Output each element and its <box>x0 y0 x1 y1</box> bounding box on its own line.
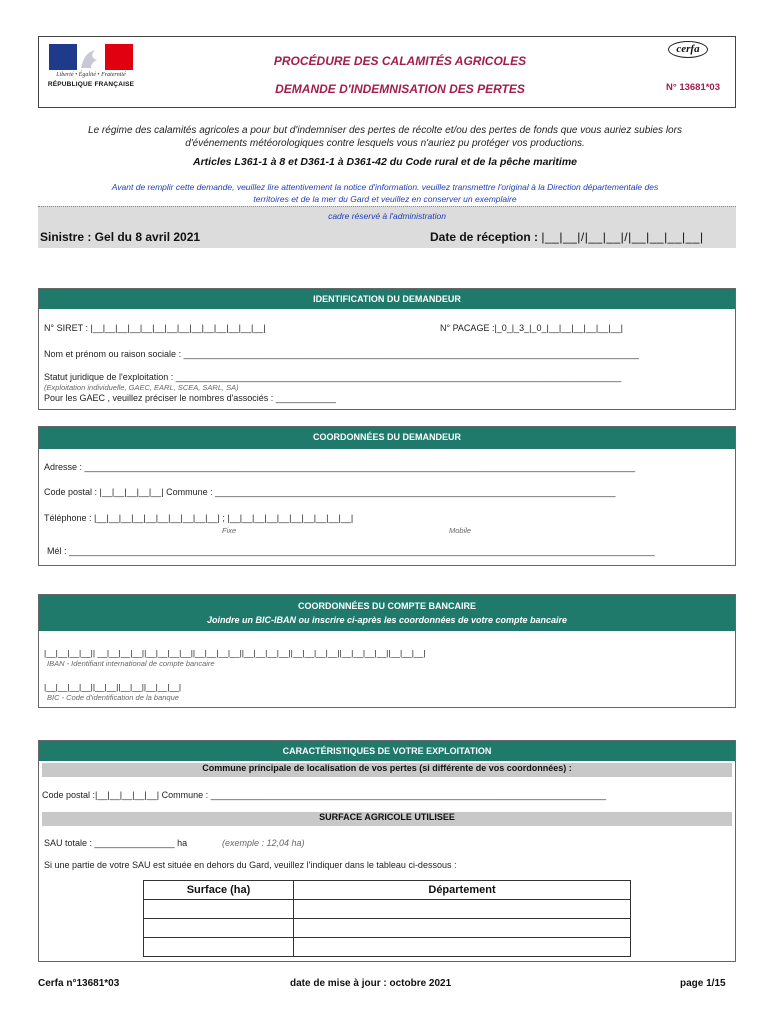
surface-cell[interactable] <box>144 900 294 919</box>
statut-hint: (Exploitation individuelle, GAEC, EARL, SCEA, SARL, SA) <box>44 383 239 392</box>
admin-label: cadre réservé à l'administration <box>328 211 446 221</box>
surface-column-header: Surface (ha) <box>144 881 294 900</box>
surface-cell[interactable] <box>144 919 294 938</box>
nom-field[interactable]: Nom et prénom ou raison sociale : ___________________________________________________________________________________________ <box>44 349 640 359</box>
departement-column-header: Département <box>294 881 631 900</box>
adresse-field[interactable]: Adresse : ______________________________________________________________________________________________________________ <box>44 462 636 472</box>
mel-field[interactable]: Mél : _____________________________________________________________________________________________________________________ <box>47 546 655 556</box>
commune-subheading: Commune principale de localisation de vos pertes (si différente de vos coordonnées) : <box>42 763 732 777</box>
notice-line2: territoires et de la mer du Gard et veuillez en conserver un exemplaire <box>253 194 517 204</box>
sau-total-field[interactable]: SAU totale : ________________ ha <box>44 838 188 848</box>
intro-line1: Le régime des calamités agricoles a pour but d'indemniser des pertes de récolte et/ou des pertes de fonds que vous auriez subies lors <box>88 125 682 136</box>
statut-field[interactable]: Statut juridique de l'exploitation : _________________________________________________________________________________________ <box>44 372 622 382</box>
logo-republique: RÉPUBLIQUE FRANÇAISE <box>47 81 135 88</box>
logo-devise: Liberté • Égalité • Fraternité <box>56 72 126 78</box>
bancaire-subheading: Joindre un BIC-IBAN ou inscrire ci-après les coordonnées de votre compte bancaire <box>206 615 568 625</box>
sau-example: (exemple : 12,04 ha) <box>222 838 305 848</box>
bancaire-heading: COORDONNÉES DU COMPTE BANCAIRE <box>297 601 476 611</box>
sinistre-label: Sinistre : Gel du 8 avril 2021 <box>40 230 201 244</box>
section-identification-heading: IDENTIFICATION DU DEMANDEUR <box>39 289 735 309</box>
iban-field[interactable]: |__|__|__|__|| __|__|__|__||__|__|__|__||__|__|__|__||__|__|__|__||__|__|__|__||__|__|__|__||__|__|__| <box>44 648 426 658</box>
pacage-field[interactable]: N° PACAGE :|_0_|_3_|_0_|__|__|__|__|__|__| <box>440 323 623 333</box>
bic-field[interactable]: |__|__|__|__||__|__||__|__||__|__|__| <box>44 682 182 692</box>
reception-date <box>430 230 704 244</box>
bic-hint: BIC - Code d'identification de la banque <box>47 693 179 702</box>
reception-date-field[interactable]: |__|__|/|__|__|/|__|__|__|__| <box>541 230 704 244</box>
code-postal-commune-field[interactable]: Code postal : |__|__|__|__|__| Commune : ________________________________________________________________________________ <box>44 487 616 497</box>
surface-cell[interactable] <box>144 938 294 957</box>
table-row <box>144 900 631 919</box>
marianne-flag-icon <box>49 44 133 70</box>
reception-label: Date de réception : <box>430 230 539 244</box>
mobile-hint: Mobile <box>449 526 472 535</box>
notice-line1: Avant de remplir cette demande, veuillez lire attentivement la notice d'information. veuillez transmettre l'original à la Direction départementale des <box>111 182 659 192</box>
cerfa-logo: cerfa <box>668 41 708 58</box>
table-row <box>144 938 631 957</box>
gaec-field[interactable]: Pour les GAEC , veuillez préciser le nombres d'associés : ____________ <box>44 393 336 403</box>
siret-field[interactable]: N° SIRET : |__|__|__|__|__|__|__|__|__|__|__|__|__|__| <box>44 323 266 333</box>
doc-title-line2: DEMANDE D'INDEMNISATION DES PERTES <box>275 82 525 96</box>
departement-cell[interactable] <box>294 900 631 919</box>
footer-date: date de mise à jour : octobre 2021 <box>290 978 452 989</box>
cerfa-number: N° 13681*03 <box>666 82 720 93</box>
header-box <box>38 36 736 108</box>
sau-subheading: SURFACE AGRICOLE UTILISEE <box>42 812 732 826</box>
telephone-field[interactable]: Téléphone : |__|__|__|__|__|__|__|__|__|__| ; |__|__|__|__|__|__|__|__|__|__| <box>44 513 354 523</box>
intro-line2: d'événements météorologiques contre lesquels vous n'auriez pu protéger vos productions. <box>185 138 585 149</box>
section-coordonnees-heading: COORDONNÉES DU DEMANDEUR <box>39 427 735 449</box>
footer-page: page 1/15 <box>680 978 726 989</box>
footer-cerfa: Cerfa n°13681*03 <box>38 978 120 989</box>
table-row <box>144 919 631 938</box>
section-bancaire-heading <box>39 595 735 631</box>
iban-hint: IBAN - Identifiant international de compte bancaire <box>47 659 215 668</box>
sau-hors-gard-text: Si une partie de votre SAU est située en dehors du Gard, veuillez l'indiquer dans le tableau ci-dessous : <box>44 860 457 870</box>
section-exploitation-heading: CARACTÉRISTIQUES DE VOTRE EXPLOITATION <box>39 741 735 761</box>
fixe-hint: Fixe <box>222 526 237 535</box>
articles-reference: Articles L361-1 à 8 et D361-1 à D361-42 du Code rural et de la pêche maritime <box>193 156 577 168</box>
departement-cell[interactable] <box>294 938 631 957</box>
surface-table <box>143 880 631 957</box>
doc-title-line1: PROCÉDURE DES CALAMITÉS AGRICOLES <box>273 54 527 68</box>
republique-francaise-logo <box>46 42 136 98</box>
exploitation-code-postal-field[interactable]: Code postal :|__|__|__|__|__| Commune : _______________________________________________________________________________ <box>42 790 607 800</box>
departement-cell[interactable] <box>294 919 631 938</box>
